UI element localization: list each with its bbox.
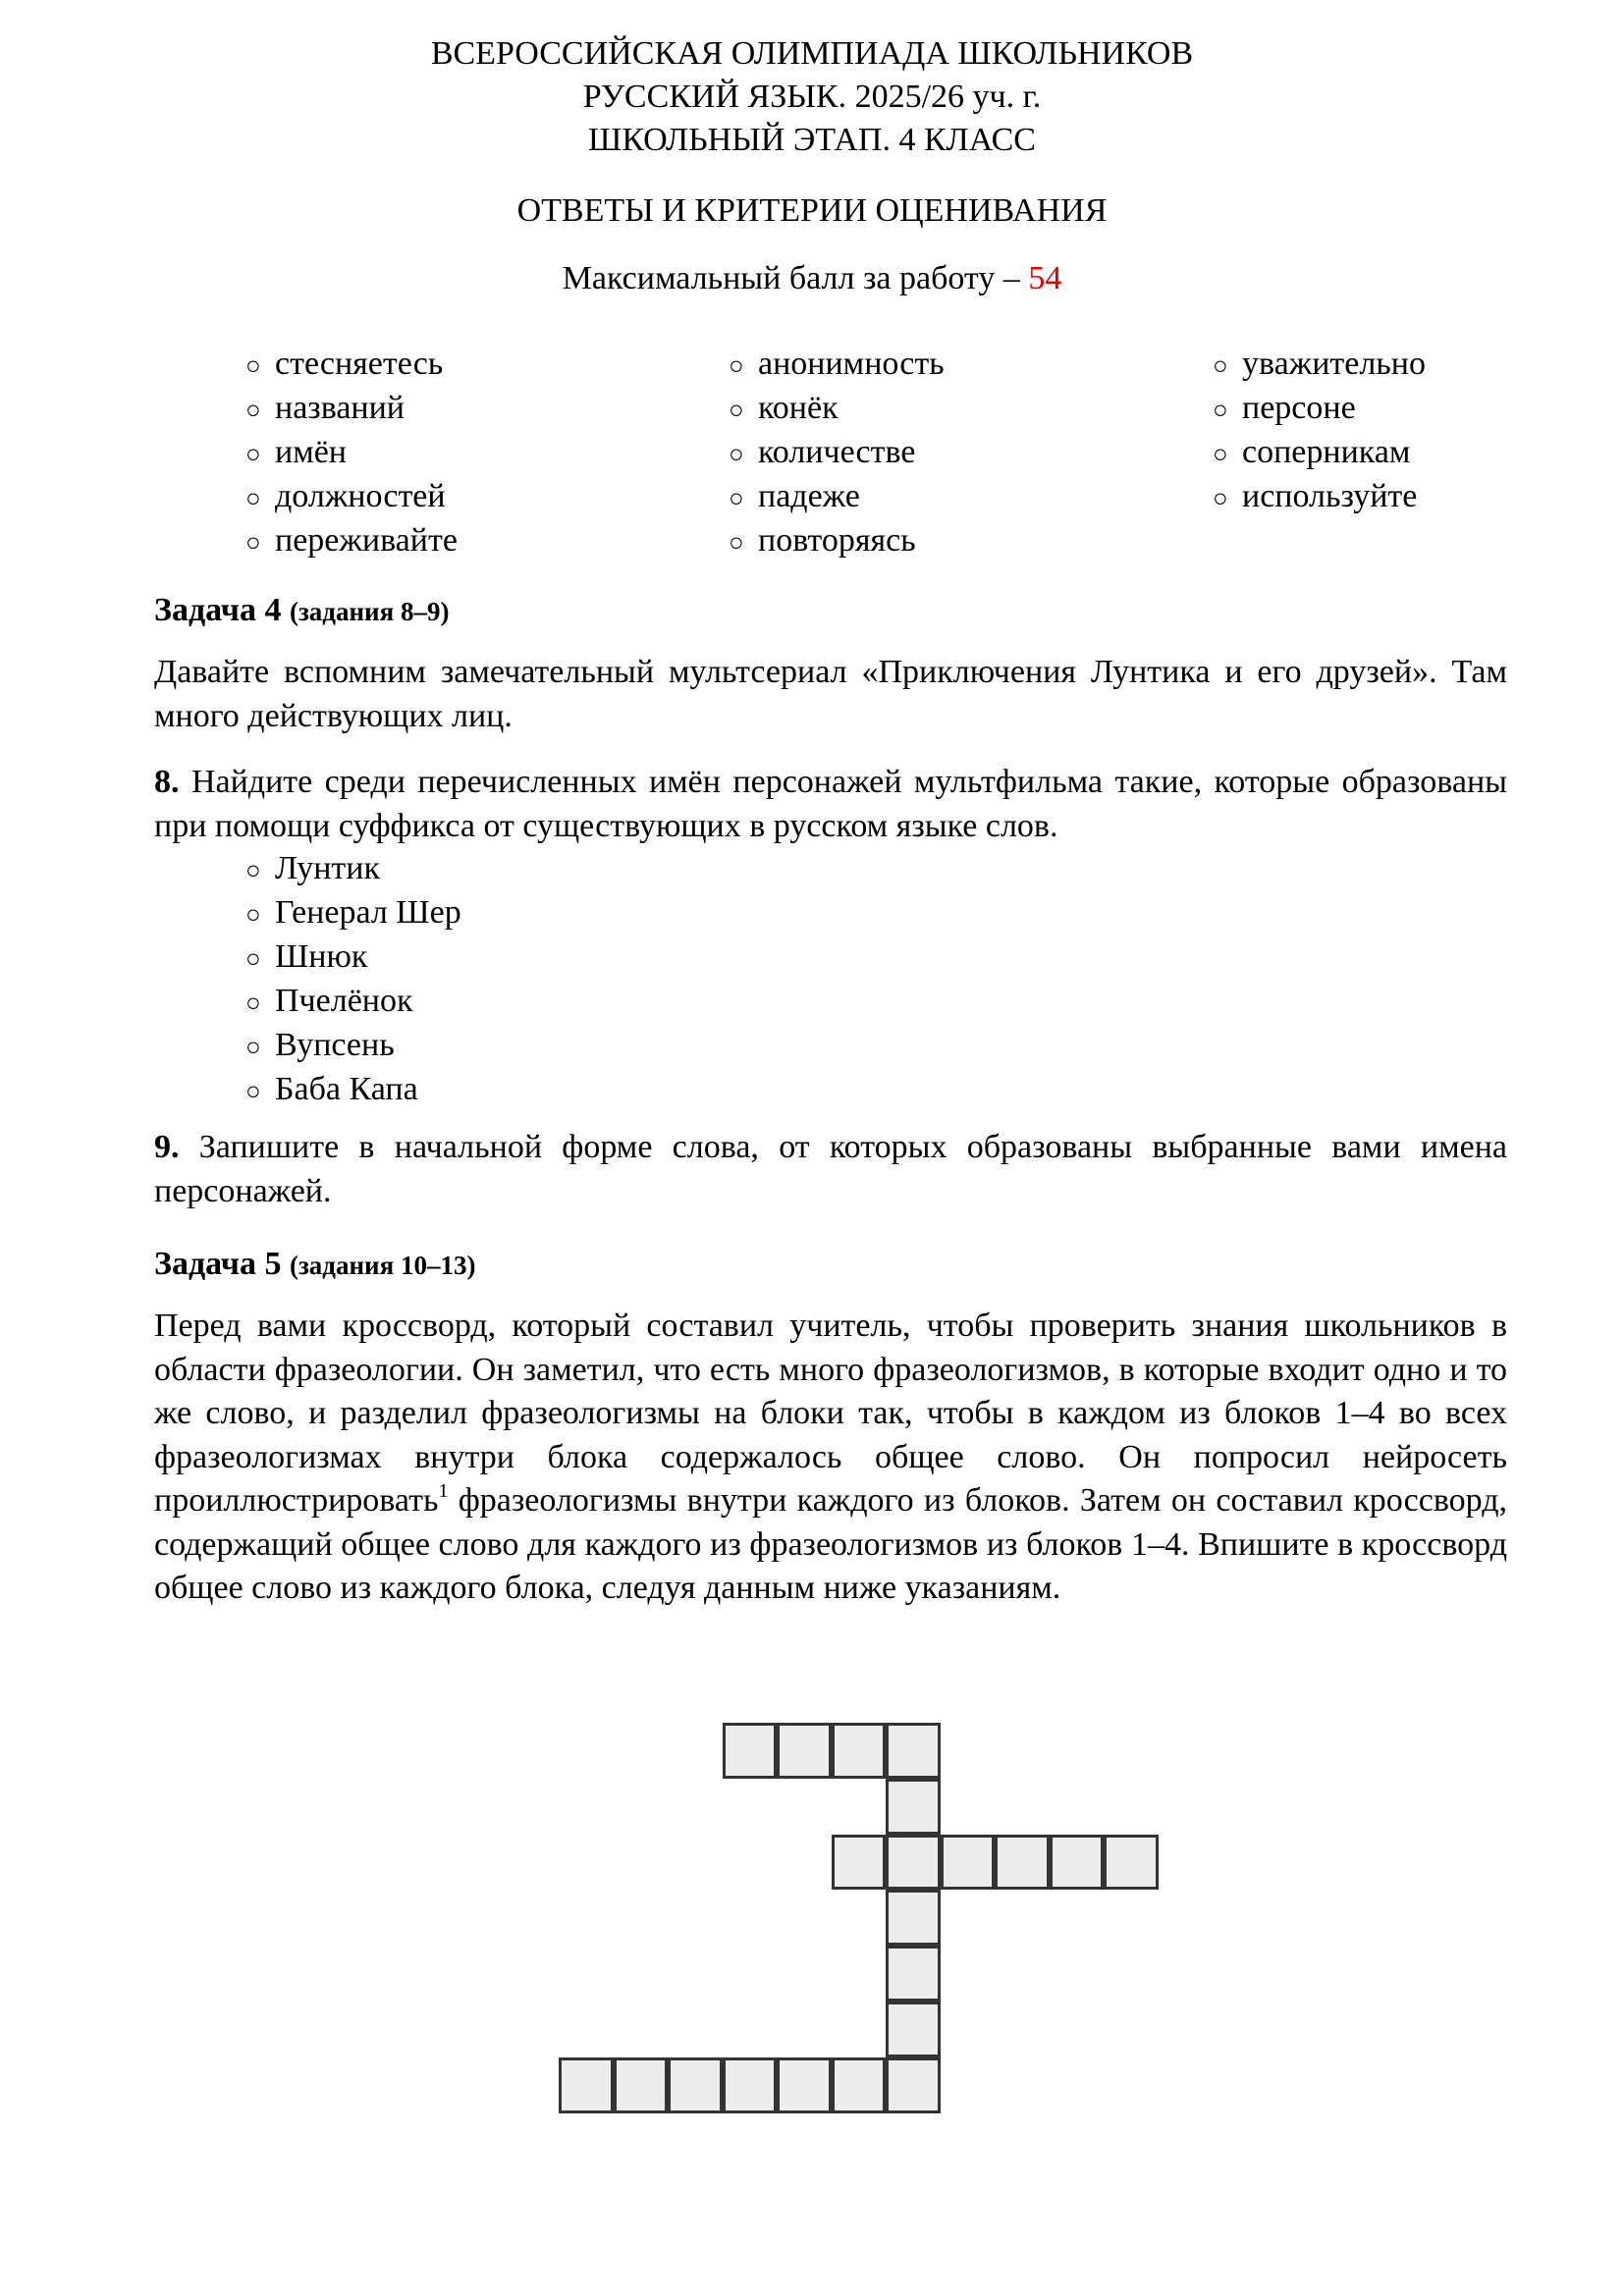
question-9-text: Запишите в начальной форме слова, от которых образованы выбранные вами имена персонажей. — [154, 1129, 1507, 1209]
crossword-cell[interactable] — [886, 2002, 941, 2057]
radio-circle-icon[interactable]: ○ — [729, 528, 744, 557]
task5-heading — [154, 1243, 475, 1287]
title-line-1: ВСЕРОССИЙСКАЯ ОЛИМПИАДА ШКОЛЬНИКОВ — [430, 35, 1194, 72]
subtitle: ОТВЕТЫ И КРИТЕРИИ ОЦЕНИВАНИЯ — [516, 192, 1108, 229]
word-option-label: конёк — [758, 390, 839, 426]
crossword-cell[interactable] — [886, 1835, 941, 1891]
radio-circle-icon[interactable]: ○ — [245, 900, 261, 929]
word-option[interactable] — [245, 430, 458, 474]
crossword-cell[interactable] — [559, 2057, 614, 2113]
radio-circle-icon[interactable]: ○ — [245, 484, 261, 512]
crossword-cell[interactable] — [886, 2057, 941, 2113]
word-option-label: должностей — [275, 478, 446, 514]
max-score-label: Максимальный балл за работу – — [562, 260, 1029, 296]
title-line-2: РУССКИЙ ЯЗЫК. 2025/26 уч. г. — [582, 79, 1042, 115]
word-options-column-3 — [1213, 342, 1426, 518]
crossword-cell[interactable] — [723, 1723, 778, 1779]
radio-circle-icon[interactable]: ○ — [245, 528, 261, 557]
task4-subtitle: (задания 8–9) — [289, 597, 450, 626]
task5-subtitle: (задания 10–13) — [289, 1251, 476, 1280]
crossword-cell[interactable] — [723, 2057, 778, 2113]
word-option[interactable] — [245, 474, 458, 518]
title-line-3: ШКОЛЬНЫЙ ЭТАП. 4 КЛАСС — [588, 122, 1036, 158]
word-option[interactable] — [1213, 342, 1426, 386]
character-options — [245, 846, 461, 1111]
question-9 — [154, 1126, 1507, 1213]
crossword-cell[interactable] — [995, 1835, 1050, 1891]
character-label: Шнюк — [275, 938, 368, 975]
radio-circle-icon[interactable]: ○ — [245, 856, 261, 884]
word-option-label: переживайте — [275, 522, 458, 559]
crossword-cell[interactable] — [886, 1779, 941, 1835]
character-label: Пчелёнок — [275, 983, 413, 1019]
radio-circle-icon[interactable]: ○ — [245, 396, 261, 424]
crossword-cell[interactable] — [777, 2057, 832, 2113]
word-option-label: уважительно — [1242, 346, 1426, 382]
word-option[interactable] — [245, 518, 458, 562]
max-score-line — [0, 257, 1624, 300]
word-option-label: количестве — [758, 434, 916, 470]
character-option[interactable] — [245, 890, 461, 934]
radio-circle-icon[interactable]: ○ — [729, 396, 744, 424]
word-option[interactable] — [729, 474, 945, 518]
crossword-cell[interactable] — [1050, 1835, 1105, 1891]
character-label: Генерал Шер — [275, 894, 461, 931]
task4-title: Задача 4 — [154, 592, 282, 628]
radio-circle-icon[interactable]: ○ — [729, 440, 744, 468]
crossword-cell[interactable] — [886, 1890, 941, 1946]
word-option[interactable] — [729, 386, 945, 430]
word-option-label: повторяясь — [758, 522, 916, 559]
radio-circle-icon[interactable]: ○ — [245, 351, 261, 380]
radio-circle-icon[interactable]: ○ — [1213, 440, 1228, 468]
radio-circle-icon[interactable]: ○ — [245, 440, 261, 468]
word-option-label: соперникам — [1242, 434, 1411, 470]
word-options-column-2 — [729, 342, 945, 562]
character-option[interactable] — [245, 846, 461, 890]
task4-heading — [154, 589, 449, 633]
radio-circle-icon[interactable]: ○ — [729, 484, 744, 512]
word-option[interactable] — [1213, 386, 1426, 430]
question-8 — [154, 761, 1507, 848]
word-option-label: используйте — [1242, 478, 1418, 514]
radio-circle-icon[interactable]: ○ — [245, 988, 261, 1017]
word-option[interactable] — [729, 518, 945, 562]
crossword-cell[interactable] — [832, 1835, 887, 1891]
crossword-cell[interactable] — [777, 1723, 832, 1779]
word-option-label: имён — [275, 434, 347, 470]
task5-text-part2: фразеологизмы внутри каждого из блоков. Затем он составил кроссворд, содержащий общее слово для каждого из фразеологизмов из блоков 1–4. Впишите в кроссворд общее слово из каждого блока, следуя данным ниже указаниям. — [154, 1482, 1507, 1606]
task5-title: Задача 5 — [154, 1246, 282, 1282]
question-9-number: 9. — [154, 1129, 180, 1165]
character-label: Баба Капа — [275, 1071, 418, 1107]
character-option[interactable] — [245, 1067, 461, 1111]
character-option[interactable] — [245, 934, 461, 979]
crossword-cell[interactable] — [832, 1723, 887, 1779]
max-score-value: 54 — [1028, 260, 1062, 296]
crossword-cell[interactable] — [1104, 1835, 1159, 1891]
radio-circle-icon[interactable]: ○ — [729, 351, 744, 380]
crossword-cell[interactable] — [614, 2057, 669, 2113]
task5-text-part1: Перед вами кроссворд, который составил учитель, чтобы проверить знания школьников в области фразеологии. Он заметил, что есть много фразеологизмов, в которые входит одно и то же слово, и разделил фразеологизмы на блоки так, чтобы в каждом из блоков 1–4 во всех фразеологизмах внутри блока содержалось общее слово. Он попросил нейросеть проиллюстрировать — [154, 1308, 1507, 1519]
word-option[interactable] — [245, 342, 458, 386]
crossword-cell[interactable] — [886, 1946, 941, 2002]
character-label: Вупсень — [275, 1027, 395, 1063]
question-8-number: 8. — [154, 764, 180, 800]
character-option[interactable] — [245, 1023, 461, 1067]
word-option-label: анонимность — [758, 346, 945, 382]
word-option-label: персоне — [1242, 390, 1356, 426]
word-option-label: падеже — [758, 478, 860, 514]
word-options-column-1 — [245, 342, 458, 562]
crossword-cell[interactable] — [832, 2057, 887, 2113]
crossword-cell[interactable] — [886, 1723, 941, 1779]
word-option-label: стесняетесь — [275, 346, 444, 382]
radio-circle-icon[interactable]: ○ — [245, 1033, 261, 1061]
character-option[interactable] — [245, 979, 461, 1023]
radio-circle-icon[interactable]: ○ — [1213, 484, 1228, 512]
word-option[interactable] — [245, 386, 458, 430]
crossword-cell[interactable] — [668, 2057, 723, 2113]
radio-circle-icon[interactable]: ○ — [1213, 351, 1228, 380]
task4-intro: Давайте вспомним замечательный мультсериал «Приключения Лунтика и его друзей». Там много действующих лиц. — [154, 654, 1507, 734]
word-option[interactable] — [729, 342, 945, 386]
crossword-cell[interactable] — [941, 1835, 996, 1891]
word-option[interactable] — [1213, 430, 1426, 474]
task5-description — [154, 1305, 1507, 1611]
character-label: Лунтик — [275, 850, 380, 886]
word-option[interactable] — [1213, 474, 1426, 518]
radio-circle-icon[interactable]: ○ — [245, 1077, 261, 1105]
radio-circle-icon[interactable]: ○ — [245, 944, 261, 973]
word-option[interactable] — [729, 430, 945, 474]
radio-circle-icon[interactable]: ○ — [1213, 396, 1228, 424]
question-8-text: Найдите среди перечисленных имён персонажей мультфильма такие, которые образованы при помощи суффикса от существующих в русском языке слов. — [154, 764, 1507, 844]
footnote-mark[interactable]: 1 — [438, 1480, 449, 1502]
word-option-label: названий — [275, 390, 405, 426]
